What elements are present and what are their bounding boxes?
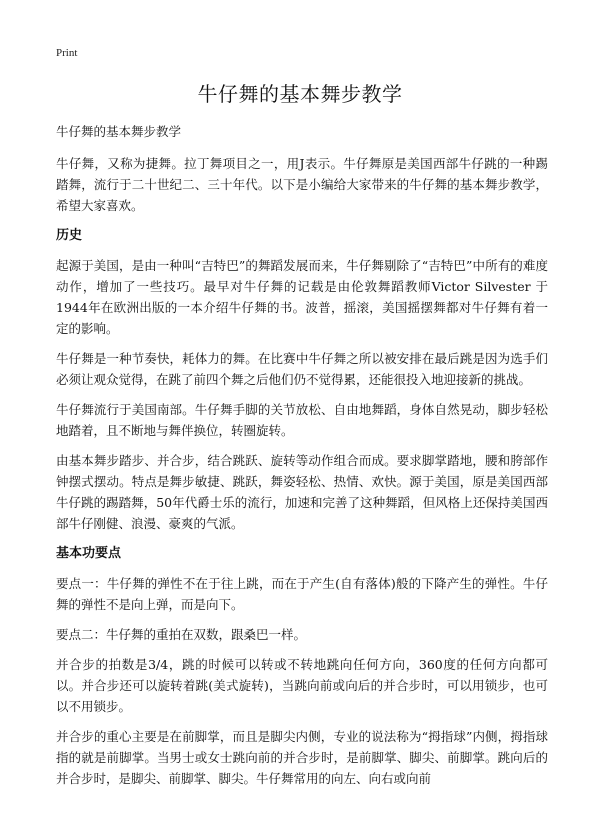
history-paragraph: 由基本舞步踏步、并合步，结合跳跃、旋转等动作组合而成。要求脚掌踏地，腰和胯部作钟摆式摆动。特点是舞步敏捷、跳跃，舞姿轻松、热情、欢快。源于美国，原是美国西部牛仔跳的踢踏舞，50年代爵士乐的流行，加速和完善了这种舞蹈，但风格上还保持美国西部牛仔刚健、浪漫、豪爽的气派。: [56, 453, 548, 531]
section-heading-history: 历史: [56, 228, 83, 243]
basics-paragraph: 要点二：牛仔舞的重拍在双数，跟桑巴一样。: [56, 627, 307, 642]
history-paragraph: 牛仔舞是一种节奏快，耗体力的舞。在比赛中牛仔舞之所以被安排在最后跳是因为选手们必须让观众觉得，在跳了前四个舞之后他们仍不觉得累，还能很投入地迎接新的挑战。: [56, 351, 548, 387]
basics-paragraph: 并合步的拍数是3/4，跳的时候可以转或不转地跳向任何方向，360度的任何方向都可以。并合步还可以旋转着跳(美式旋转)，当跳向前或向后的并合步时，可以用锁步，也可以不用锁步。: [56, 657, 548, 714]
subtitle: 牛仔舞的基本舞步教学: [56, 124, 182, 139]
article-body: [56, 121, 548, 798]
history-paragraph: 牛仔舞流行于美国南部。牛仔舞手脚的关节放松、自由地舞蹈，身体自然晃动，脚步轻松地踏着，且不断地与舞伴换位，转圈旋转。: [56, 402, 548, 438]
section-heading-basics: 基本功要点: [56, 546, 122, 561]
history-paragraph: 起源于美国，是由一种叫“吉特巴”的舞蹈发展而来，牛仔舞剔除了“吉特巴”中所有的难度动作，增加了一些技巧。最早对牛仔舞的记载是由伦敦舞蹈教师Victor Silvester 于1944年在欧洲出版的一本介绍牛仔舞的书。波普，摇滚，美国摇摆舞都对牛仔舞有着一定的影响。: [56, 258, 548, 336]
print-link[interactable]: Print: [56, 47, 78, 59]
basics-paragraph: 要点一：牛仔舞的弹性不在于往上跳，而在于产生(自有落体)般的下降产生的弹性。牛仔舞的弹性不是向上弹，而是向下。: [56, 576, 548, 612]
basics-paragraph: 并合步的重心主要是在前脚掌，而且是脚尖内侧，专业的说法称为“拇指球”内侧，拇指球指的就是前脚掌。当男士或女士跳向前的并合步时，是前脚掌、脚尖、前脚掌。跳向后的并合步时，是脚尖、前脚掌、脚尖。牛仔舞常用的向左、向右或向前: [56, 729, 548, 786]
intro-paragraph: 牛仔舞，又称为捷舞。拉丁舞项目之一，用J表示。牛仔舞原是美国西部牛仔跳的一种踢踏舞，流行于二十世纪二、三十年代。以下是小编给大家带来的牛仔舞的基本舞步教学，希望大家喜欢。: [56, 156, 548, 213]
page-title: 牛仔舞的基本舞步教学: [197, 82, 403, 106]
